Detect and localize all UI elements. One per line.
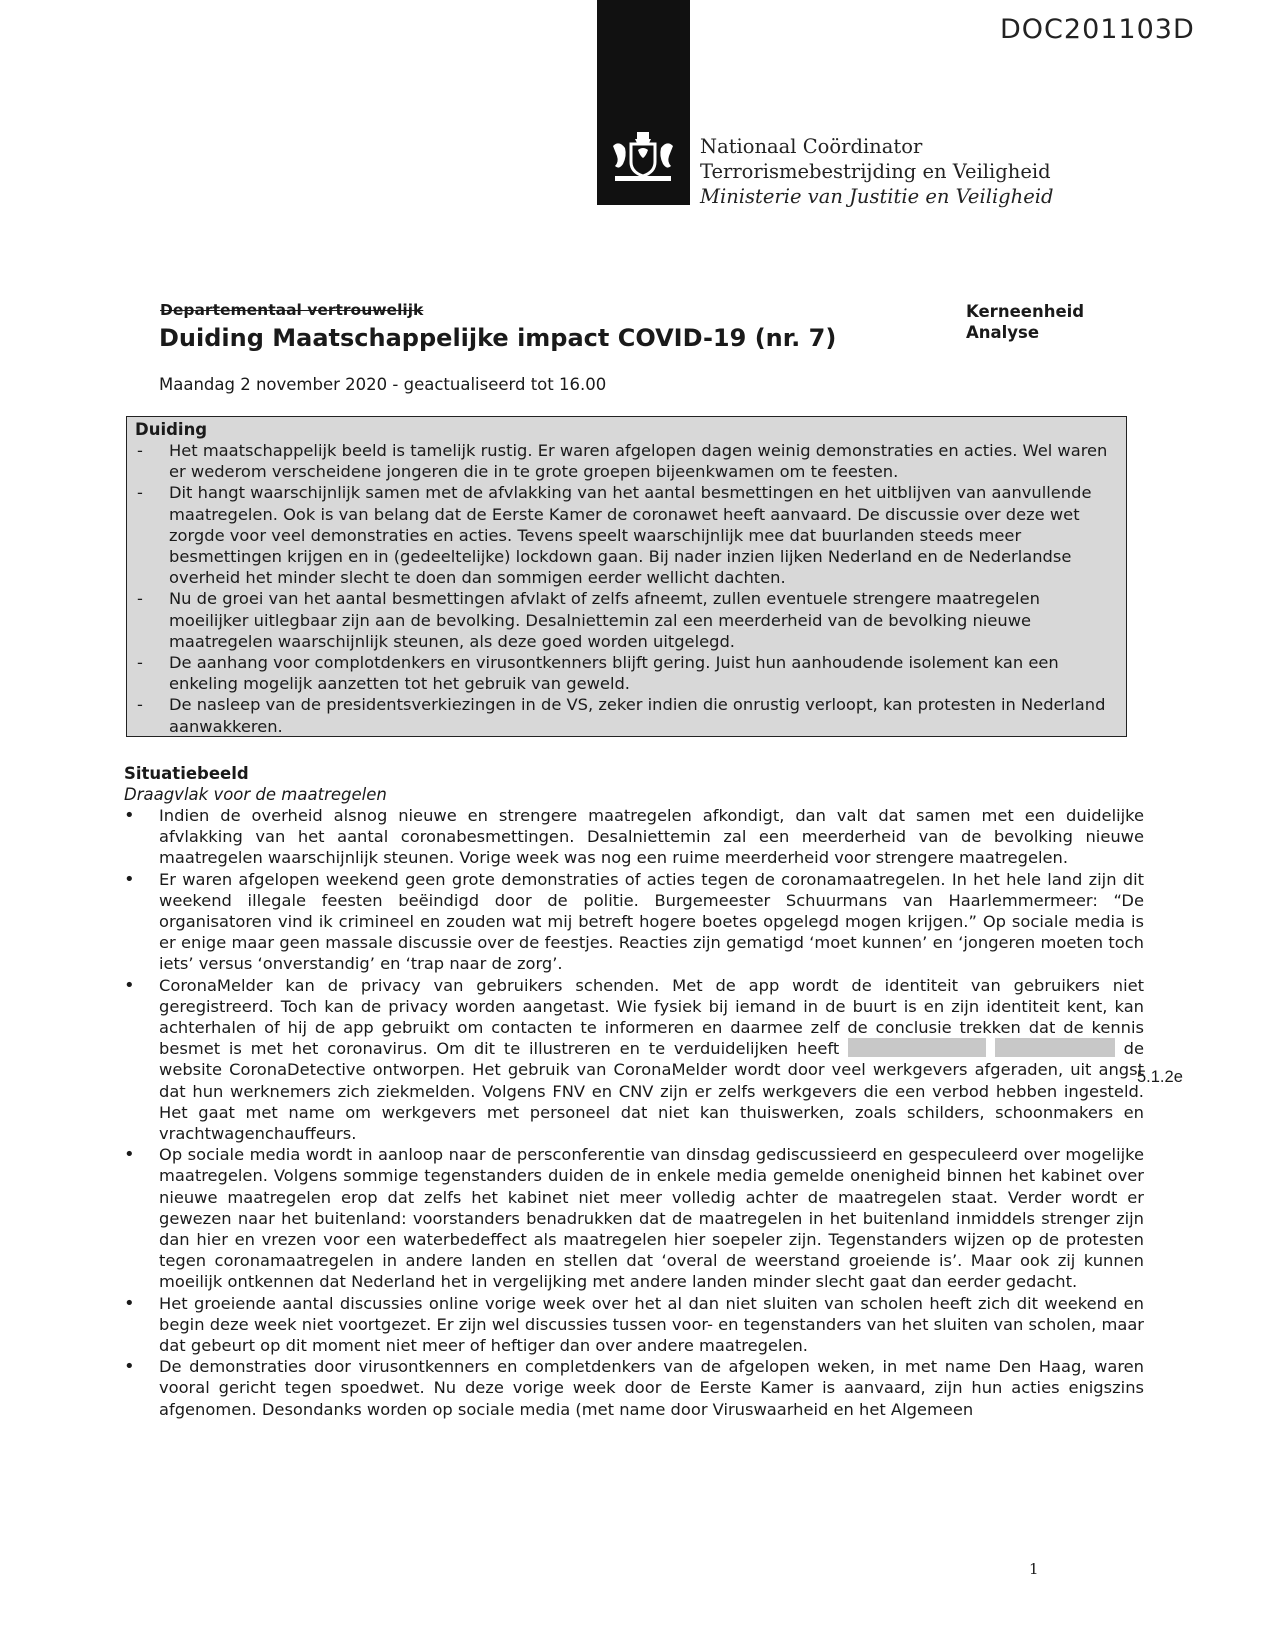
duiding-item: - Het maatschappelijk beeld is tamelijk rustig. Er waren afgelopen dagen weinig demonstraties en acties. Wel waren er wederom verscheidene jongeren die in te grote groepen bijeenkwamen om te feesten. bbox=[135, 440, 1116, 482]
item-text: de website CoronaDetective ontworpen. Het gebruik van CoronaMelder wordt door veel werkgevers afgeraden, uit angst dat hun werknemers zich ziekmelden. Volgens FNV en CNV zijn er zelfs werkgevers die een verbod hebben ingesteld. Het gaat met name om werkgevers met personeel dat niet kan thuiswerken, zoals schilders, schoonmakers en vrachtwagenchauffeurs. bbox=[159, 1039, 1144, 1144]
duiding-title: Duiding bbox=[135, 420, 208, 439]
redaction-code: 5.1.2e bbox=[1137, 1068, 1183, 1086]
duiding-item: - De nasleep van de presidentsverkiezingen in de VS, zeker indien die onrustig verloopt, kan protesten in Nederland aanwakkeren. bbox=[135, 694, 1116, 736]
classification-label: Departementaal vertrouwelijk bbox=[160, 301, 424, 319]
issuing-unit bbox=[966, 301, 1136, 343]
list-item: • Indien de overheid alsnog nieuwe en strengere maatregelen afkondigt, dan valt dat samen met een duidelijke afvlakking van het aantal coronabesmettingen. Desalniettemin zal een meerderheid van de bevolking nieuwe maatregelen waarschijnlijk steunen. Vorige week was nog een ruime meerderheid voor strengere maatregelen. bbox=[124, 805, 1144, 869]
situatiebeeld-subtitle: Draagvlak voor de maatregelen bbox=[124, 785, 387, 804]
list-item: • Er waren afgelopen weekend geen grote demonstraties of acties tegen de coronamaatregelen. In het hele land zijn dit weekend illegale feesten beëindigd door de politie. Burgemeester Schuurmans van Haarlemmermeer: “De organisatoren vind ik crimineel en zouden wat mij betreft hogere boetes opgelegd mogen krijgen.” Op sociale media is er enige maar geen massale discussie over de feestjes. Reacties zijn gematigd ‘moet kunnen’ en ‘jongeren moeten toch iets’ versus ‘onverstandig’ en ‘trap naar de zorg’. bbox=[124, 869, 1144, 975]
list-item: • De demonstraties door virusontkenners en completdenkers van de afgelopen weken, in met name Den Haag, waren vooral gericht tegen spoedwet. Nu deze vorige week door de Eerste Kamer is aanvaard, zijn hun acties enigszins afgenomen. Desondanks worden op sociale media (met name door Viruswaarheid en het Algemeen bbox=[124, 1356, 1144, 1420]
duiding-box bbox=[126, 416, 1127, 737]
duiding-item: - De aanhang voor complotdenkers en virusontkenners blijft gering. Juist hun aanhoudende isolement kan een enkeling mogelijk aanzetten tot het gebruik van geweld. bbox=[135, 652, 1116, 694]
document-date: Maandag 2 november 2020 - geactualiseerd tot 16.00 bbox=[159, 375, 607, 394]
coat-of-arms-icon bbox=[609, 130, 677, 185]
redaction-block bbox=[995, 1038, 1115, 1057]
redaction-block bbox=[848, 1038, 986, 1057]
duiding-list bbox=[135, 440, 1116, 737]
document-title: Duiding Maatschappelijke impact COVID-19 (nr. 7) bbox=[159, 324, 837, 352]
situatiebeeld-section bbox=[124, 763, 1144, 1420]
situatiebeeld-title: Situatiebeeld bbox=[124, 764, 249, 783]
document-id: DOC201103D bbox=[1000, 14, 1195, 45]
org-line-3: Ministerie van Justitie en Veiligheid bbox=[700, 185, 1054, 208]
list-item: • Op sociale media wordt in aanloop naar de persconferentie van dinsdag gediscussieerd en gespeculeerd over mogelijke maatregelen. Volgens sommige tegenstanders duiden de in enkele media gemelde onenigheid binnen het kabinet over nieuwe maatregelen erop dat zelfs het kabinet niet meer volledig achter de maatregelen staat. Verder wordt er gewezen naar het buitenland: voorstanders benadrukken dat de maatregelen in het buitenland inmiddels strenger zijn dan hier en vrezen voor een waterbedeffect als maatregelen hier soepeler zijn. Tegenstanders wijzen op de protesten tegen coronamaatregelen in andere landen en stellen dat ‘overal de weerstand groeiende is’. Maar ook zij kunnen moeilijk ontkennen dat Nederland het in vergelijking met andere landen minder slecht gaat dan eerder gedacht. bbox=[124, 1144, 1144, 1292]
page-number: 1 bbox=[1029, 1560, 1039, 1578]
rijksoverheid-logo-bar bbox=[597, 0, 690, 205]
list-item: • Het groeiende aantal discussies online vorige week over het al dan niet sluiten van scholen heeft zich dit weekend en begin deze week niet voortgezet. Er zijn wel discussies tussen voor- en tegenstanders van het sluiten van scholen, maar dat gebeurt op dit moment niet meer of heftiger dan over andere maatregelen. bbox=[124, 1293, 1144, 1357]
org-line-2: Terrorismebestrijding en Veiligheid bbox=[700, 160, 1051, 183]
duiding-item: - Nu de groei van het aantal besmettingen afvlakt of zelfs afneemt, zullen eventuele strengere maatregelen moeilijker uitlegbaar zijn aan de bevolking. Desalniettemin zal een meerderheid van de bevolking nieuwe maatregelen waarschijnlijk steunen, als deze goed worden uitgelegd. bbox=[135, 588, 1116, 652]
duiding-item: - Dit hangt waarschijnlijk samen met de afvlakking van het aantal besmettingen en het uitblijven van aanvullende maatregelen. Ook is van belang dat de Eerste Kamer de coronawet heeft aanvaard. De discussie over deze wet zorgde voor veel demonstraties en acties. Tevens speelt waarschijnlijk mee dat buurlanden steeds meer besmettingen krijgen en in (gedeeltelijke) lockdown gaan. Bij nader inzien lijken Nederland en de Nederlandse overheid het minder slecht te doen dan sommigen eerder wellicht dachten. bbox=[135, 482, 1116, 588]
unit-line-2: Analyse bbox=[966, 323, 1040, 342]
organisation-name bbox=[700, 134, 1054, 209]
org-line-1: Nationaal Coördinator bbox=[700, 135, 923, 158]
situatiebeeld-list bbox=[124, 805, 1144, 1420]
list-item bbox=[124, 975, 1144, 1145]
unit-line-1: Kerneenheid bbox=[966, 302, 1085, 321]
item-text: CoronaMelder kan de privacy van gebruikers schenden. Met de app wordt de identiteit van gebruikers niet geregistreerd. Toch kan de privacy worden aangetast. Wie fysiek bij iemand in de buurt is en zijn identiteit kent, kan achterhalen of hij de app gebruikt om contacten te informeren en daarmee zelf de conclusie trekken dat de kennis besmet is met het coronavirus. Om dit te illustreren en te verduidelijken heeft bbox=[159, 975, 1144, 1059]
